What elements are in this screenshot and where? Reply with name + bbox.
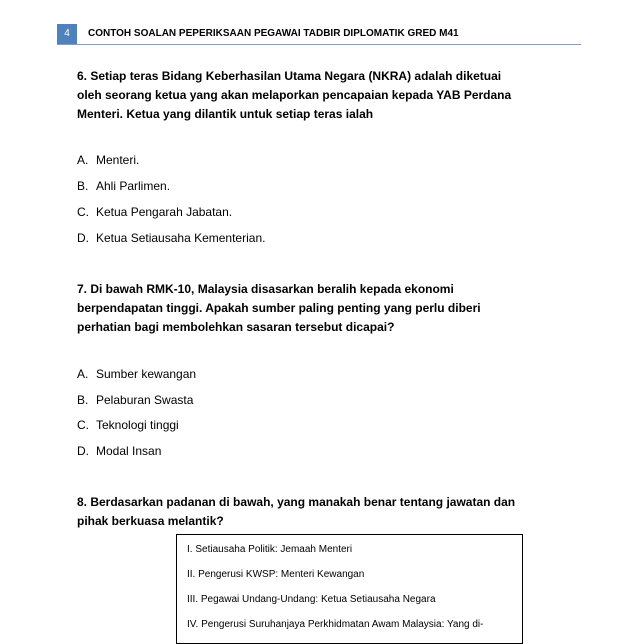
option-text: Ketua Pengarah Jabatan. <box>96 205 233 219</box>
question-line: pihak berkuasa melantik? <box>77 514 224 528</box>
option-letter: A. <box>77 367 89 381</box>
option-letter: B. <box>77 393 89 407</box>
option-text: Teknologi tinggi <box>96 418 179 432</box>
question-7-option-a <box>77 366 196 382</box>
question-6-option-a <box>77 152 139 168</box>
question-line: perhatian bagi membolehkan sasaran tersebut dicapai? <box>77 320 395 334</box>
question-line: 7. Di bawah RMK-10, Malaysia disasarkan beralih kepada ekonomi <box>77 282 454 296</box>
question-8 <box>77 493 557 531</box>
matching-item: I. Setiausaha Politik: Jemaah Menteri <box>187 544 353 555</box>
question-line: berpendapatan tinggi. Apakah sumber paling penting yang perlu diberi <box>77 301 481 315</box>
matching-item: II. Pengerusi KWSP: Menteri Kewangan <box>187 569 365 580</box>
question-7-option-b <box>77 392 193 408</box>
matching-item: III. Pegawai Undang-Undang: Ketua Setiausaha Negara <box>187 594 436 605</box>
question-6 <box>77 67 557 124</box>
question-line: 8. Berdasarkan padanan di bawah, yang manakah benar tentang jawatan dan <box>77 495 516 509</box>
page-header <box>57 24 581 45</box>
option-letter: D. <box>77 444 89 458</box>
question-7-option-c <box>77 417 179 433</box>
page-number: 4 <box>57 24 77 44</box>
question-6-option-d <box>77 230 265 246</box>
question-7-option-d <box>77 443 161 459</box>
question-7 <box>77 280 557 337</box>
option-text: Pelaburan Swasta <box>96 393 194 407</box>
option-text: Modal Insan <box>96 444 162 458</box>
option-letter: C. <box>77 205 89 219</box>
question-6-option-c <box>77 204 232 220</box>
question-line: 6. Setiap teras Bidang Keberhasilan Utama Negara (NKRA) adalah diketuai <box>77 69 502 83</box>
option-letter: D. <box>77 231 89 245</box>
question-6-option-b <box>77 178 170 194</box>
option-text: Ketua Setiausaha Kementerian. <box>96 231 266 245</box>
question-line: Menteri. Ketua yang dilantik untuk setiap teras ialah <box>77 107 374 121</box>
question-line: oleh seorang ketua yang akan melaporkan pencapaian kepada YAB Perdana <box>77 88 512 102</box>
matching-box <box>176 534 523 644</box>
option-letter: A. <box>77 153 89 167</box>
option-text: Ahli Parlimen. <box>96 179 171 193</box>
matching-item: IV. Pengerusi Suruhanjaya Perkhidmatan Awam Malaysia: Yang di- <box>187 619 484 630</box>
option-text: Sumber kewangan <box>96 367 197 381</box>
option-letter: C. <box>77 418 89 432</box>
option-text: Menteri. <box>96 153 140 167</box>
option-letter: B. <box>77 179 89 193</box>
header-title: CONTOH SOALAN PEPERIKSAAN PEGAWAI TADBIR DIPLOMATIK GRED M41 <box>88 28 459 39</box>
